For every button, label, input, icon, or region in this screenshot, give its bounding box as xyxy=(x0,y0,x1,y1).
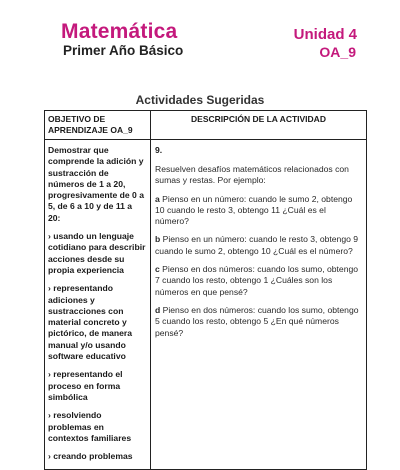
section-title: Actividades Sugeridas xyxy=(135,93,265,107)
table-header-row xyxy=(45,111,367,140)
item-text: Pienso en dos números: cuando los sumo, obtengo 7 cuando los resto, obtengo 1 ¿Cuáles son los números en que pensé? xyxy=(155,264,359,297)
objective-bullet: › representando el proceso en forma simbólica xyxy=(48,369,123,402)
objective-bullet: › resolviendo problemas en contextos familiares xyxy=(48,410,132,443)
item-text: Pienso en un número: cuando le sumo 2, obtengo 10 cuando le resto 3, obtengo 11 ¿Cuál es el número? xyxy=(155,193,353,227)
item-label: d xyxy=(155,304,161,315)
item-text: Pienso en un número: cuando le resto 3, obtengo 9 cuando le sumo 2, obtengo 10 ¿Cuál es el número? xyxy=(155,234,359,256)
objective-bullet: › creando problemas xyxy=(48,451,133,462)
item-label: a xyxy=(155,193,160,204)
subject-title: Matemática xyxy=(61,20,178,43)
item-text: Pienso en dos números: cuando los sumo, obtengo 5 cuando los resto, obtengo 5 ¿En qué números pensé? xyxy=(155,304,359,338)
description-column-header: DESCRIPCIÓN DE LA ACTIVIDAD xyxy=(151,111,367,140)
item-label: b xyxy=(155,234,161,245)
objective-code: OA_9 xyxy=(319,44,356,60)
activity-item-a xyxy=(155,194,361,228)
activities-table xyxy=(44,110,367,470)
table-row xyxy=(45,140,367,470)
item-label: c xyxy=(155,264,160,275)
activity-item-b xyxy=(155,234,361,257)
unit-label: Unidad 4 xyxy=(293,26,357,43)
activity-number: 9. xyxy=(155,145,163,155)
grade-label: Primer Año Básico xyxy=(63,43,184,58)
activity-item-c xyxy=(155,264,361,298)
objectives-cell xyxy=(45,140,151,470)
objective-bullet: › usando un lenguaje cotidiano para describir acciones desde su propia experiencia xyxy=(48,231,146,275)
activity-cell xyxy=(151,140,367,470)
objective-bullet: › representando adiciones y sustracciones con material concreto y pictórico, de manera manual y/o usando software educativo xyxy=(48,283,133,362)
activity-item-d xyxy=(155,305,361,339)
activity-intro: Resuelven desafíos matemáticos relacionados con sumas y restas. Por ejemplo: xyxy=(155,164,349,186)
objective-statement: Demostrar que comprende la adición y sustracción de números de 1 a 20, progresivamente de 0 a 5, de 6 a 10 y de 11 a 20: xyxy=(48,145,145,223)
objective-column-header: OBJETIVO DE APRENDIZAJE OA_9 xyxy=(45,111,151,140)
